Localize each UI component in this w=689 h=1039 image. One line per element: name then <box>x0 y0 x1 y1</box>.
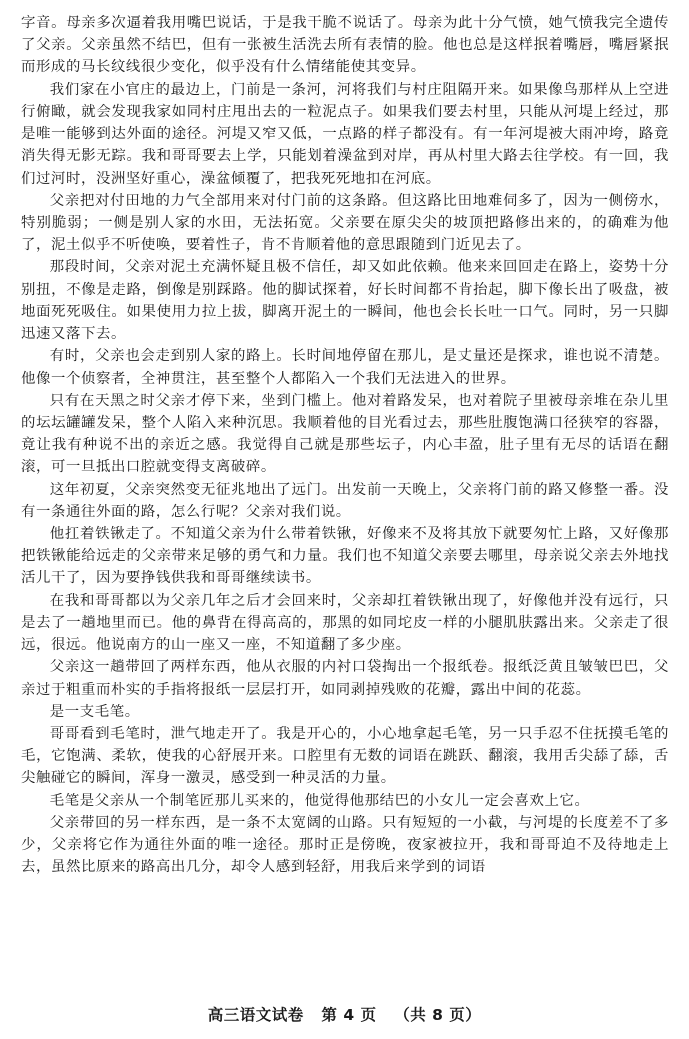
footer-page-number: 第 4 页 <box>321 1006 377 1024</box>
paragraph: 这年初夏，父亲突然变无征兆地出了远门。出发前一天晚上，父亲将门前的路又修整一番。没有一条通往外面的路，怎么行呢？父亲对我们说。 <box>21 481 669 520</box>
paragraph: 父亲这一趟带回了两样东西，他从衣服的内衬口袋掏出一个报纸卷。报纸泛黄且皱皱巴巴，父亲过于粗重而朴实的手指将报纸一层层打开，如同剥掉残败的花瓣，露出中间的花蕊。 <box>21 659 669 698</box>
footer-total-pages: （共 8 页） <box>394 1006 482 1024</box>
paragraph: 毛笔是父亲从一个制笔匠那儿买来的，他觉得他那结巴的小女儿一定会喜欢上它。 <box>49 792 590 809</box>
paragraph: 在我和哥哥都以为父亲几年之后才会回来时，父亲却扛着铁锹出现了，好像他并没有远行，只是去了一趟地里而已。他的鼻背在得高高的，那黑的如同坨皮一样的小腿肌肤露出来。父亲走了很远，很远。他说南方的山一座又一座，不知道翻了多少座。 <box>21 592 669 654</box>
paragraph: 只有在天黑之时父亲才停下来，坐到门槛上。他对着路发呆，也对着院子里被母亲堆在杂儿里的坛坛罐罐发呆，整个人陷入来种沉思。我顺着他的目光看过去，那些肚腹饱满口径狭窄的容器，竟让我有种说不出的亲近之感。我觉得自己就是那些坛子，内心丰盈，肚子里有无尽的话语在翻滚，可一旦抵出口腔就变得支离破碎。 <box>21 392 669 476</box>
article-body <box>21 12 669 879</box>
footer-exam-title: 高三语文试卷 <box>207 1006 304 1024</box>
paragraph: 父亲带回的另一样东西，是一条不太宽阔的山路。只有短短的一小截，与河堤的长度差不了多少，父亲将它作为通往外面的唯一途径。那时正是傍晚，夜家被拉开，我和哥哥迫不及待地走上去，虽然比原来的路高出几分，却令人感到轻舒，用我后来学到的词语 <box>21 814 669 876</box>
paragraph: 字音。母亲多次逼着我用嘴巴说话，于是我干脆不说话了。母亲为此十分气愤，她气愤我完全遗传了父亲。父亲虽然不结巴，但有一张被生活洗去所有表情的脸。他也总是这样抿着嘴唇，嘴唇紧抿而形成的马长纹线很少变化，似乎没有什么情绪能使其变异。 <box>21 15 669 76</box>
paragraph: 那段时间，父亲对泥土充满怀疑且极不信任，却又如此依赖。他来来回回走在路上，姿势十分别扭，不像是走路，倒像是别踩路。他的脚试探着，好长时间都不肯抬起，脚下像长出了吸盘，被地面死死吸住。如果使用力拉上拔，脚离开泥土的一瞬间，他也会长长吐一口气。同时，另一只脚迅速又落下去。 <box>21 259 669 343</box>
paragraph: 有时，父亲也会走到别人家的路上。长时间地停留在那儿，是丈量还是探求，谁也说不清楚。他像一个侦察者，全神贯注，甚至整个人都陷入一个我们无法进入的世界。 <box>21 348 669 387</box>
paragraph: 我们家在小官庄的最边上，门前是一条河，河将我们与村庄阻隔开来。如果像鸟那样从上空进行俯瞰，就会发现我家如同村庄甩出去的一粒泥点子。如果我们要去村里，只能从河堤上经过，那是唯一能够到达外面的途径。河堤又窄又低，一点路的样子都没有。有一年河堤被大雨冲垮，路竟消失得无影无踪。我和哥哥要去上学，只能划着澡盆到对岸，再从村里大路去往学校。有一回，我们过河时，没洲坚好重心，澡盆倾覆了，把我死死地扣在河底。 <box>21 81 669 187</box>
page-footer <box>0 1003 689 1025</box>
paragraph: 哥哥看到毛笔时，泄气地走开了。我是开心的，小心地拿起毛笔，另一只手忍不住抚摸毛笔的毛，它饱满、柔软，使我的心舒展开来。口腔里有无数的词语在跳跃、翻滚，我用舌尖舔了舔，舌尖触碰它的瞬间，浑身一激灵，感受到一种灵活的力量。 <box>21 726 669 787</box>
paragraph: 父亲把对付田地的力气全部用来对付门前的这条路。但这路比田地难伺多了，因为一侧傍水，特别脆弱；一侧是别人家的水田，无法拓宽。父亲要在原尖尖的坡顶把路修出来的，的确难为他了，泥土似乎不听使唤，要着性子，肯不肯顺着他的意思跟随到门近见去了。 <box>21 192 669 254</box>
paragraph: 是一支毛笔。 <box>49 703 140 720</box>
paragraph: 他扛着铁锹走了。不知道父亲为什么带着铁锹，好像来不及将其放下就要匆忙上路，又好像那把铁锹能给远走的父亲带来足够的勇气和力量。我们也不知道父亲要去哪里，母亲说父亲去外地找活儿干了，因为要挣钱供我和哥哥继续读书。 <box>21 526 669 587</box>
